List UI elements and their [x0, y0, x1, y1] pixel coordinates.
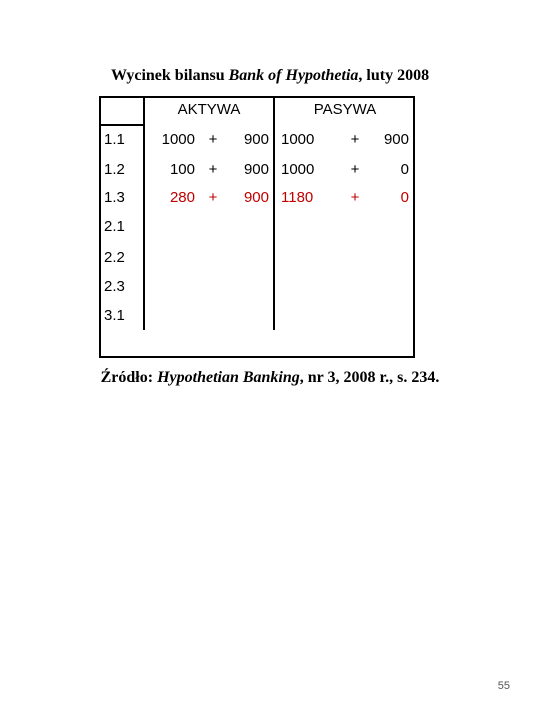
asset-value-1: 1000 [161, 131, 195, 148]
liability-value-1: 1180 [281, 189, 314, 206]
asset-value-2: 900 [243, 161, 269, 178]
row-label: 2.2 [104, 249, 125, 266]
source-citation [0, 369, 540, 387]
row-label: 1.3 [104, 189, 125, 206]
asset-value-1: 100 [169, 161, 195, 178]
asset-value-2: 900 [243, 131, 269, 148]
liability-value-1: 1000 [281, 131, 315, 148]
source-prefix: Źródło: [100, 369, 158, 386]
row-label: 2.3 [104, 278, 125, 295]
asset-value-2: 900 [243, 189, 269, 206]
liability-operator: + [350, 161, 360, 178]
page-number: 55 [497, 680, 510, 692]
header-divider [99, 124, 144, 126]
title-bank-name: Bank of Hypothetia [228, 67, 359, 84]
header-assets: AKTYWA [177, 101, 241, 118]
liability-value-2: 900 [383, 131, 409, 148]
column-divider-assets [273, 96, 275, 330]
asset-operator: + [208, 131, 218, 148]
liability-value-2: 0 [400, 189, 409, 206]
asset-operator: + [208, 189, 218, 206]
liability-value-2: 0 [400, 161, 409, 178]
document-title [0, 67, 540, 85]
source-suffix: , nr 3, 2008 r., s. 234. [299, 369, 440, 386]
source-journal: Hypothetian Banking [157, 369, 300, 386]
row-label: 1.1 [104, 131, 125, 148]
liability-value-1: 1000 [281, 161, 315, 178]
asset-operator: + [208, 161, 218, 178]
header-liabilities: PASYWA [313, 101, 377, 118]
row-label: 2.1 [104, 218, 125, 235]
liability-operator: + [350, 131, 360, 148]
row-label: 3.1 [104, 307, 125, 324]
asset-value-1: 280 [169, 189, 195, 206]
column-divider-label [143, 96, 145, 330]
liability-operator: + [350, 189, 360, 206]
row-label: 1.2 [104, 161, 125, 178]
title-prefix: Wycinek bilansu [110, 67, 229, 84]
title-suffix: , luty 2008 [358, 67, 430, 84]
